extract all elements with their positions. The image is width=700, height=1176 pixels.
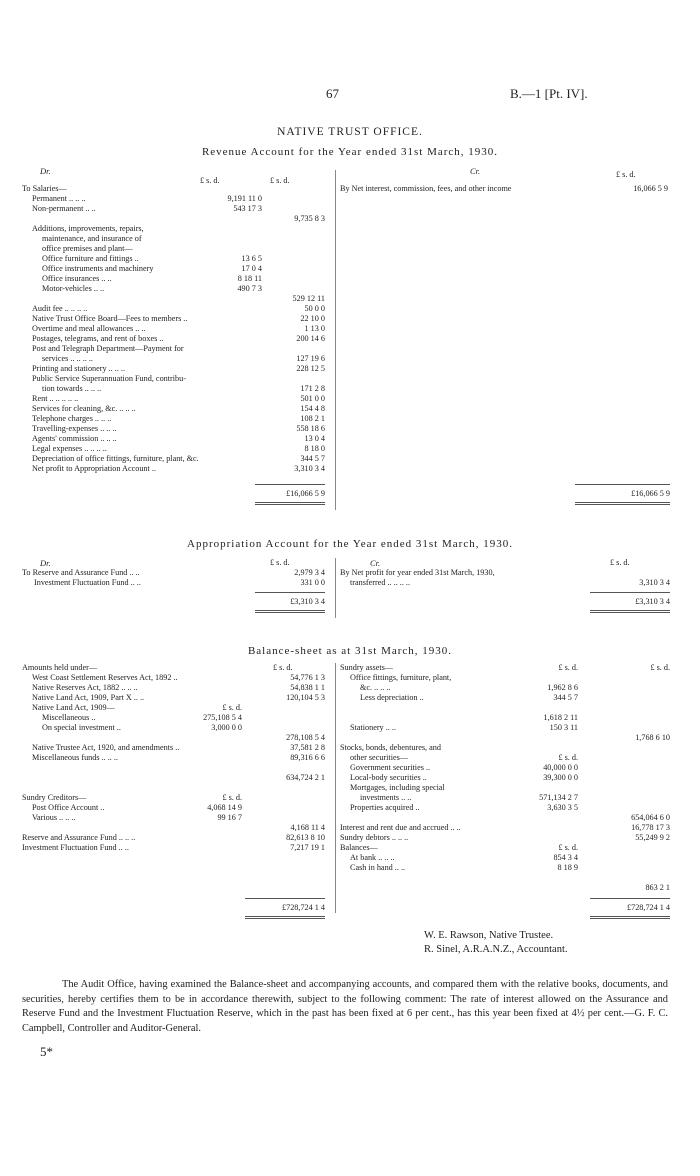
balance-heading: Balance-sheet as at 31st March, 1930. xyxy=(247,645,453,657)
revenue-row-amount: 127 19 6 xyxy=(296,354,325,363)
revenue-col-a-header: £ s. d. xyxy=(200,176,220,185)
revenue-row-label: Office instruments and machinery xyxy=(42,264,154,273)
asset-amount-sub: 344 5 7 xyxy=(553,693,578,702)
liability-amount: 278,108 5 4 xyxy=(286,733,325,742)
appropriation-cr-amount: 3,310 3 4 xyxy=(639,578,670,587)
revenue-row-amount-sub: 543 17 3 xyxy=(233,204,262,213)
revenue-row-label: Postages, telegrams, and rent of boxes .. xyxy=(32,334,164,343)
revenue-row-label: Overtime and meal allowances .. .. xyxy=(32,324,146,333)
asset-label: Sundry debtors .. .. .. xyxy=(340,833,409,842)
revenue-row-label: Printing and stationery .. .. .. xyxy=(32,364,126,373)
balance-divider xyxy=(335,663,336,913)
asset-label: Cash in hand .. .. xyxy=(350,863,406,872)
asset-label: other securities— xyxy=(350,753,408,762)
asset-amount: 16,778 17 3 xyxy=(631,823,670,832)
liability-amount: 4,168 11 4 xyxy=(290,823,325,832)
revenue-cr-col-header: £ s. d. xyxy=(616,170,636,179)
revenue-row-amount: 529 12 11 xyxy=(292,294,325,303)
liability-amount-sub: 275,108 5 4 xyxy=(203,713,242,722)
revenue-row-amount: 8 18 0 xyxy=(304,444,325,453)
revenue-double-rule xyxy=(255,502,325,505)
asset-label: Balances— xyxy=(340,843,378,852)
appropriation-dr-amount: 331 0 0 xyxy=(300,578,325,587)
liability-amount-sub: 3,000 0 0 xyxy=(211,723,242,732)
footer-mark: 5* xyxy=(40,1044,53,1059)
asset-amount-sub: 571,134 2 7 xyxy=(539,793,578,802)
revenue-row-label: office premises and plant— xyxy=(42,244,133,253)
revenue-row-label: Additions, improvements, repairs, xyxy=(32,224,144,233)
revenue-row-amount-sub: 9,191 11 0 xyxy=(227,194,262,203)
revenue-row-label: Post and Telegraph Department—Payment for xyxy=(32,344,184,353)
balance-rule-right xyxy=(590,898,670,899)
liability-amount: 37,581 2 8 xyxy=(290,743,325,752)
asset-label: Interest and rent due and accrued .. .. xyxy=(340,823,461,832)
asset-amount: 1,768 6 10 xyxy=(635,733,670,742)
liability-label: Post Office Account .. xyxy=(32,803,105,812)
liability-amount-sub: £ s. d. xyxy=(222,793,242,802)
liability-label: Investment Fluctuation Fund .. .. xyxy=(22,843,129,852)
asset-label: Mortgages, including special xyxy=(350,783,445,792)
page-number: 67 xyxy=(326,86,339,101)
signature-accountant: R. Sinel, A.R.A.N.Z., Accountant. xyxy=(424,944,568,955)
audit-note: The Audit Office, having examined the Balance-sheet and accompanying accounts, and compared them with the relative books, documents, and securities, hereby certifies them to be in accordance therewith, subject to the following comment: The rate of interest allowed on the Assurance and Reserve Fund and the Investment Fluctuation Reserve, which in the past has been fixed at 6 per cent., has this year been fixed at 4½ per cent.—G. F. C. Campbell, Controller and Auditor-General. xyxy=(22,979,668,1034)
liability-label: Miscellaneous .. xyxy=(42,713,96,722)
liability-amount: 54,838 1 1 xyxy=(290,683,325,692)
asset-label: Government securities .. xyxy=(350,763,431,772)
asset-label: At bank .. .. .. xyxy=(350,853,395,862)
revenue-row-amount: 13 0 4 xyxy=(304,434,325,443)
signature-trustee: W. E. Rawson, Native Trustee. xyxy=(424,930,554,941)
revenue-row-amount: 50 0 0 xyxy=(304,304,325,313)
revenue-row-label: Motor-vehicles .. .. xyxy=(42,284,105,293)
revenue-row-amount: 22 10 0 xyxy=(300,314,325,323)
asset-amount-sub: 1,962 8 6 xyxy=(547,683,578,692)
appropriation-dr-row: Investment Fluctuation Fund .. .. xyxy=(34,578,141,587)
liability-amount-sub: 99 16 7 xyxy=(217,813,242,822)
revenue-row-label: maintenance, and insurance of xyxy=(42,234,142,243)
revenue-total-dr: £16,066 5 9 xyxy=(286,489,325,498)
liability-label: Miscellaneous funds .. .. .. xyxy=(32,753,118,762)
appropriation-dr-label: Dr. xyxy=(40,558,51,568)
revenue-cr-amount: 16,066 5 9 xyxy=(633,184,668,193)
asset-amount-sub: 3,630 3 5 xyxy=(547,803,578,812)
revenue-row-label: To Salaries— xyxy=(22,184,67,193)
asset-label: Stationery .. .. xyxy=(350,723,396,732)
liability-label: Reserve and Assurance Fund .. .. .. xyxy=(22,833,136,842)
appropriation-heading: Appropriation Account for the Year ended 31st March, 1930. xyxy=(187,538,513,550)
asset-amount-sub: £ s. d. xyxy=(558,843,578,852)
liability-amount: 7,217 19 1 xyxy=(290,843,325,852)
appropriation-total-cr: £3,310 3 4 xyxy=(635,597,670,606)
appropriation-total-dr: £3,310 3 4 xyxy=(290,597,325,606)
asset-amount-sub: 39,300 0 0 xyxy=(543,773,578,782)
revenue-row-label: Non-permanent .. .. xyxy=(32,204,96,213)
liability-amount-sub: 4,068 14 9 xyxy=(207,803,242,812)
revenue-row-amount: 171 2 8 xyxy=(300,384,325,393)
balance-total-left: £728,724 1 4 xyxy=(282,903,325,912)
revenue-row-amount: 558 18 6 xyxy=(296,424,325,433)
revenue-row-label: tion towards .. .. .. xyxy=(42,384,102,393)
liability-amount-sub: £ s. d. xyxy=(222,703,242,712)
balance-total-right: £728,724 1 4 xyxy=(627,903,670,912)
revenue-row-amount: 1 13 0 xyxy=(304,324,325,333)
asset-amount: 863 2 1 xyxy=(645,883,670,892)
revenue-row-amount: 228 12 5 xyxy=(296,364,325,373)
revenue-row-label: Net profit to Appropriation Account .. xyxy=(32,464,156,473)
appropriation-dr-col-header: £ s. d. xyxy=(270,558,290,567)
revenue-double-rule-cr xyxy=(575,502,670,505)
asset-amount: 55,249 9 2 xyxy=(635,833,670,842)
revenue-heading: Revenue Account for the Year ended 31st March, 1930. xyxy=(201,146,499,158)
revenue-row-label: Legal expenses .. .. .. .. xyxy=(32,444,107,453)
revenue-row-label: Office furniture and fittings .. xyxy=(42,254,139,263)
revenue-row-amount: 9,735 8 3 xyxy=(294,214,325,223)
revenue-divider xyxy=(335,170,336,510)
asset-label: Sundry assets— xyxy=(340,663,393,672)
revenue-row-label: Audit fee .. .. .. .. xyxy=(32,304,88,313)
appropriation-rule-cr xyxy=(590,592,670,593)
revenue-row-amount: 154 4 8 xyxy=(300,404,325,413)
asset-label: &c. .. .. .. xyxy=(360,683,391,692)
revenue-total-cr: £16,066 5 9 xyxy=(631,489,670,498)
asset-amount-sub: 150 3 11 xyxy=(549,723,578,732)
appropriation-divider xyxy=(335,558,336,618)
revenue-col-b-header: £ s. d. xyxy=(270,176,290,185)
liability-amount: 89,316 6 6 xyxy=(290,753,325,762)
asset-label: Less depreciation .. xyxy=(360,693,424,702)
revenue-row-amount: 501 0 0 xyxy=(300,394,325,403)
document-reference: B.—1 [Pt. IV]. xyxy=(510,86,588,101)
asset-amount-sub: 854 3 4 xyxy=(553,853,578,862)
page-title: NATIVE TRUST OFFICE. xyxy=(277,126,423,138)
liability-amount: 634,724 2 1 xyxy=(286,773,325,782)
appropriation-double-rule xyxy=(255,610,325,613)
liability-amount: 54,776 1 3 xyxy=(290,673,325,682)
revenue-dr-label: Dr. xyxy=(40,166,51,176)
appropriation-cr-row: transferred .. .. .. .. xyxy=(350,578,411,587)
appropriation-cr-col-header: £ s. d. xyxy=(610,558,630,567)
asset-amount-sub: 40,000 0 0 xyxy=(543,763,578,772)
revenue-row-amount-sub: 490 7 3 xyxy=(237,284,262,293)
liability-label: Amounts held under— xyxy=(22,663,98,672)
asset-amount-sub: 1,618 2 11 xyxy=(543,713,578,722)
asset-label: Local-body securities .. xyxy=(350,773,427,782)
revenue-row-label: services .. .. .. .. xyxy=(42,354,93,363)
appropriation-rule xyxy=(255,592,325,593)
revenue-row-amount: 344 5 7 xyxy=(300,454,325,463)
revenue-row-amount: 200 14 6 xyxy=(296,334,325,343)
balance-rule-left xyxy=(245,898,325,899)
liability-label: West Coast Settlement Reserves Act, 1892 .. xyxy=(32,673,178,682)
asset-label: Office fittings, furniture, plant, xyxy=(350,673,452,682)
revenue-row-amount-sub: 13 6 5 xyxy=(241,254,262,263)
appropriation-cr-row: By Net profit for year ended 31st March, 1930, xyxy=(340,568,495,577)
asset-amount-sub: £ s. d. xyxy=(558,753,578,762)
revenue-row-amount: 3,310 3 4 xyxy=(294,464,325,473)
revenue-row-label: Permanent .. .. .. xyxy=(32,194,86,203)
revenue-cr-label: Cr. xyxy=(470,166,481,176)
revenue-row-amount-sub: 17 0 4 xyxy=(241,264,262,273)
appropriation-dr-row: To Reserve and Assurance Fund .. .. xyxy=(22,568,140,577)
liability-label: Native Land Act, 1909— xyxy=(32,703,115,712)
revenue-row-label: Rent .. .. .. .. .. xyxy=(32,394,79,403)
asset-amount-sub: £ s. d. xyxy=(558,663,578,672)
revenue-row-label: Travelling-expenses .. .. .. xyxy=(32,424,117,433)
asset-amount-sub: 8 18 9 xyxy=(557,863,578,872)
revenue-cr-row: By Net interest, commission, fees, and other income xyxy=(340,184,512,193)
revenue-row-label: Office insurances .. .. xyxy=(42,274,112,283)
asset-label: Properties acquired .. xyxy=(350,803,420,812)
balance-left-col-header: £ s. d. xyxy=(273,663,293,672)
liability-label: Sundry Creditors— xyxy=(22,793,87,802)
revenue-row-label: Public Service Superannuation Fund, contribu- xyxy=(32,374,186,383)
liability-label: Various .. .. .. xyxy=(32,813,76,822)
revenue-row-label: Services for cleaning, &c. .. .. .. xyxy=(32,404,136,413)
balance-double-rule-left xyxy=(245,916,325,919)
revenue-row-label: Depreciation of office fittings, furniture, plant, &c. xyxy=(32,454,199,463)
liability-label: On special investment .. xyxy=(42,723,121,732)
liability-label: Native Reserves Act, 1882 .. .. .. xyxy=(32,683,138,692)
revenue-rule xyxy=(255,484,325,485)
revenue-rule-cr xyxy=(575,484,670,485)
revenue-row-label: Telephone charges .. .. .. xyxy=(32,414,112,423)
asset-amount: 654,064 6 0 xyxy=(631,813,670,822)
liability-amount: 82,613 8 10 xyxy=(286,833,325,842)
revenue-row-amount: 108 2 1 xyxy=(300,414,325,423)
asset-label: investments .. .. xyxy=(360,793,412,802)
asset-amount: £ s. d. xyxy=(650,663,670,672)
liability-label: Native Land Act, 1909, Part X .. .. xyxy=(32,693,145,702)
liability-amount: 120,104 5 3 xyxy=(286,693,325,702)
balance-double-rule-right xyxy=(590,916,670,919)
revenue-row-label: Native Trust Office Board—Fees to members .. xyxy=(32,314,188,323)
appropriation-double-rule-cr xyxy=(590,610,670,613)
asset-label: Stocks, bonds, debentures, and xyxy=(340,743,441,752)
appropriation-cr-label: Cr. xyxy=(370,558,381,568)
liability-label: Native Trustee Act, 1920, and amendments .. xyxy=(32,743,180,752)
revenue-row-amount-sub: 8 18 11 xyxy=(237,274,262,283)
appropriation-dr-amount: 2,979 3 4 xyxy=(294,568,325,577)
revenue-row-label: Agents' commission .. .. .. xyxy=(32,434,117,443)
